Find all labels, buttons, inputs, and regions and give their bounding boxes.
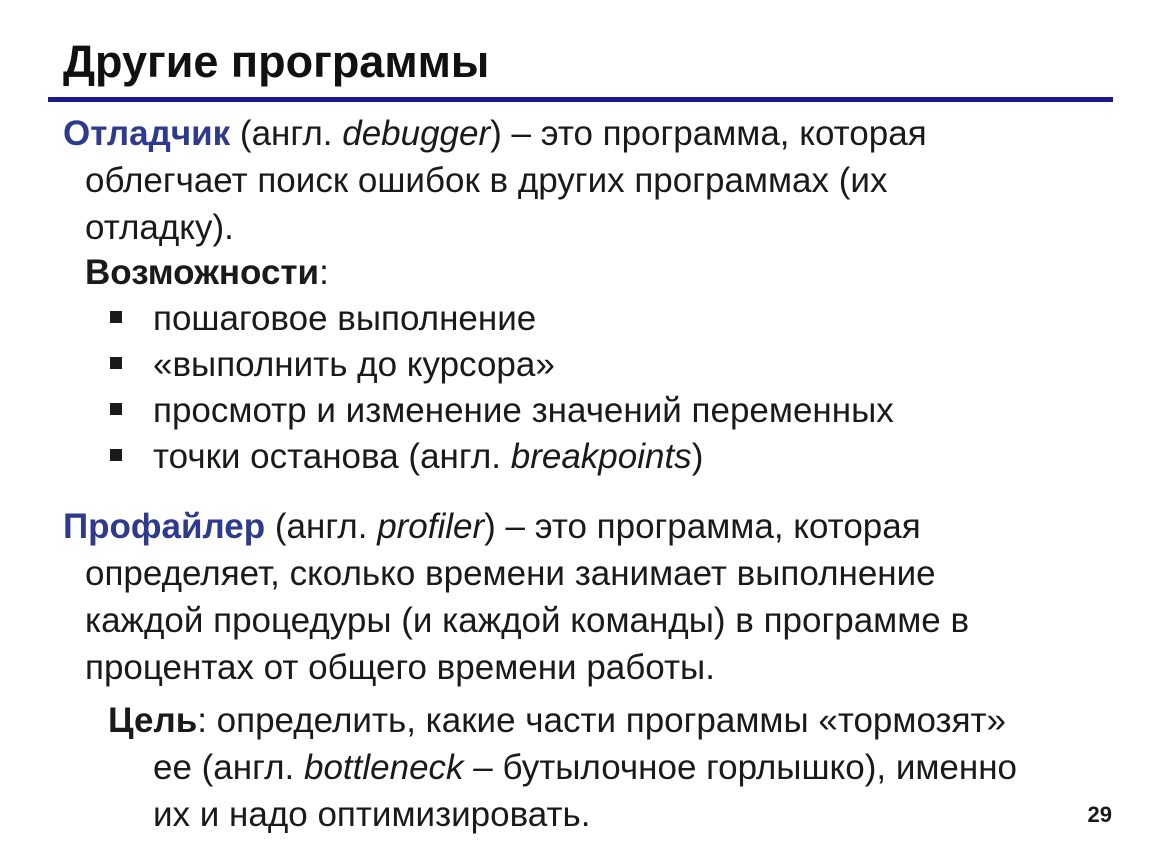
profiler-english: profiler	[377, 507, 485, 546]
profiler-line-4: процентах от общего времени работы.	[85, 648, 715, 687]
profiler-line-3: каждой процедуры (и каждой команды) в программе в	[85, 601, 970, 640]
goal-line-1: Цель: определить, какие части программы «тормозят»	[108, 701, 1007, 740]
goal-line-2: ее (англ. bottleneck – бутылочное горлышко), именно	[153, 748, 1018, 787]
profiler-term: Профайлер	[63, 507, 266, 546]
feature-item: пошаговое выполнение	[153, 299, 537, 338]
feature-item: просмотр и изменение значений переменных	[153, 391, 894, 430]
profiler-line-1: Профайлер (англ. profiler) – это программа, которая	[63, 507, 921, 546]
goal-line-3: их и надо оптимизировать.	[153, 795, 591, 834]
feature-item: точки останова (англ. breakpoints)	[153, 437, 704, 476]
features-heading: Возможности:	[85, 253, 329, 292]
breakpoints-english: breakpoints	[510, 437, 692, 476]
bullet-marker	[110, 311, 122, 323]
debugger-line-3: отладку).	[85, 208, 234, 247]
bottleneck-english: bottleneck	[303, 748, 464, 787]
debugger-term: Отладчик	[63, 114, 231, 153]
feature-item: «выполнить до курсора»	[153, 345, 555, 384]
debugger-english: debugger	[342, 114, 491, 153]
bullet-marker	[110, 403, 122, 415]
title-divider	[48, 97, 1113, 102]
goal-label: Цель	[108, 701, 198, 740]
profiler-line-2: определяет, сколько времени занимает выполнение	[85, 554, 936, 593]
debugger-line-1: Отладчик (англ. debugger) – это программа, которая	[63, 114, 927, 153]
slide-title: Другие программы	[63, 36, 490, 87]
bullet-marker	[110, 357, 122, 369]
bullet-marker	[110, 449, 122, 461]
page-number: 29	[1087, 802, 1112, 827]
debugger-line-2: облегчает поиск ошибок в других программах (их	[85, 161, 888, 200]
